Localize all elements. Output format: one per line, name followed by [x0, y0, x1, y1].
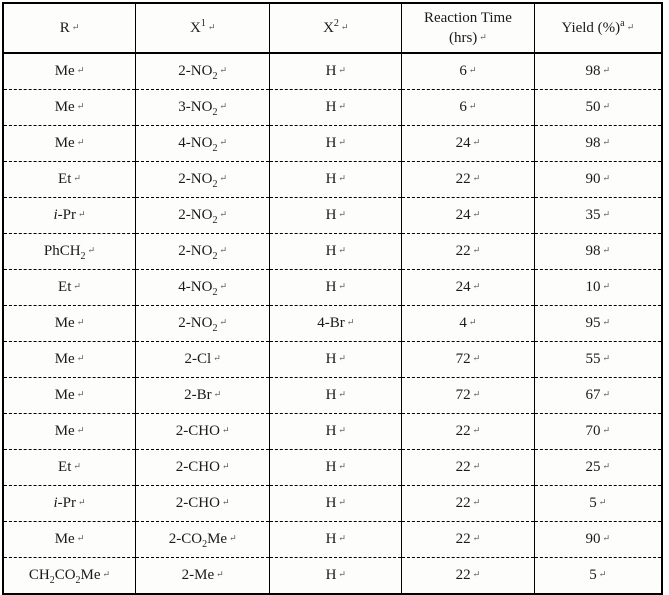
cell-end-mark: ↵ [340, 21, 349, 32]
table-row [3, 342, 662, 378]
table-cell: PhCH$_2$↵ [3, 234, 135, 270]
cell-end-mark: ↵ [472, 209, 481, 219]
table-cell: 22 ↵ [402, 486, 534, 522]
cell-end-mark: ↵ [468, 65, 477, 75]
cell-end-mark: ↵ [73, 461, 81, 471]
cell-end-mark: ↵ [472, 245, 481, 255]
cell-end-mark: ↵ [338, 101, 346, 111]
table-cell: Me ↵ [3, 90, 135, 126]
cell-end-mark: ↵ [76, 101, 85, 111]
cell-end-mark: ↵ [346, 317, 355, 327]
table-cell: 24 ↵ [402, 270, 534, 306]
table-cell: H ↵ [270, 450, 402, 486]
table-cell: 2-CHO ↵ [135, 414, 269, 450]
cell-end-mark: ↵ [338, 569, 346, 579]
table-cell: H ↵ [270, 558, 402, 595]
table-cell: $2-NO_2↵$ [135, 198, 269, 234]
table-row [3, 558, 662, 595]
table-cell: 70 ↵ [534, 414, 662, 450]
table-cell: 98 ↵ [534, 126, 662, 162]
table-cell: Et ↵ [3, 450, 135, 486]
table-cell: Me ↵ [3, 342, 135, 378]
cell-end-mark: ↵ [229, 533, 237, 543]
table-cell: H ↵ [270, 522, 402, 558]
table-cell: $3-NO_2↵$ [135, 90, 269, 126]
table-cell: 2-CHO ↵ [135, 486, 269, 522]
table-cell: 6 ↵ [402, 53, 534, 90]
table-cell: $2-NO_2↵$ [135, 53, 269, 90]
table-cell: 22 ↵ [402, 450, 534, 486]
table-cell: 5 ↵ [534, 486, 662, 522]
table-cell: 22 ↵ [402, 522, 534, 558]
table-cell: 90 ↵ [534, 162, 662, 198]
table-body [3, 53, 662, 594]
table-cell: H ↵ [270, 378, 402, 414]
table-cell: 2-Me ↵ [135, 558, 269, 595]
table-cell: 50 ↵ [534, 90, 662, 126]
table-cell: i-Pr ↵ [3, 486, 135, 522]
cell-end-mark: ↵ [626, 21, 635, 32]
cell-end-mark: ↵ [76, 533, 85, 543]
cell-end-mark: ↵ [207, 21, 216, 32]
cell-end-mark: ↵ [472, 353, 481, 363]
table-cell: 24 ↵ [402, 126, 534, 162]
cell-end-mark: ↵ [472, 461, 481, 471]
cell-end-mark: ↵ [602, 65, 611, 75]
table-cell: 24 ↵ [402, 198, 534, 234]
table-row [3, 270, 662, 306]
cell-end-mark: ↵ [479, 32, 487, 42]
table-cell: H ↵ [270, 162, 402, 198]
cell-end-mark: ↵ [77, 497, 86, 507]
cell-end-mark: ↵ [77, 209, 86, 219]
table-row [3, 414, 662, 450]
cell-end-mark: ↵ [219, 209, 228, 219]
table-cell: H ↵ [270, 234, 402, 270]
cell-end-mark: ↵ [472, 569, 481, 579]
cell-end-mark: ↵ [602, 245, 611, 255]
cell-end-mark: ↵ [76, 65, 85, 75]
cell-end-mark: ↵ [219, 65, 228, 75]
cell-end-mark: ↵ [221, 497, 230, 507]
table-cell: 67 ↵ [534, 378, 662, 414]
cell-end-mark: ↵ [338, 389, 346, 399]
reaction-results-table [2, 2, 663, 595]
table-row [3, 126, 662, 162]
cell-end-mark: ↵ [338, 425, 346, 435]
cell-end-mark: ↵ [76, 353, 85, 363]
table-row [3, 234, 662, 270]
table-row [3, 53, 662, 90]
cell-end-mark: ↵ [338, 461, 346, 471]
table-cell: 98 ↵ [534, 53, 662, 90]
table-cell: 25 ↵ [534, 450, 662, 486]
table-cell: Me ↵ [3, 126, 135, 162]
cell-end-mark: ↵ [472, 425, 481, 435]
table-cell: 4 ↵ [402, 306, 534, 342]
cell-end-mark: ↵ [338, 173, 346, 183]
table-cell: H ↵ [270, 90, 402, 126]
cell-end-mark: ↵ [472, 497, 481, 507]
cell-end-mark: ↵ [76, 137, 85, 147]
cell-end-mark: ↵ [338, 281, 346, 291]
cell-end-mark: ↵ [87, 245, 96, 255]
cell-end-mark: ↵ [472, 173, 481, 183]
cell-end-mark: ↵ [102, 569, 111, 579]
table-row [3, 162, 662, 198]
table-row [3, 90, 662, 126]
cell-end-mark: ↵ [602, 533, 611, 543]
cell-end-mark: ↵ [219, 173, 228, 183]
cell-end-mark: ↵ [76, 389, 85, 399]
table-cell: H ↵ [270, 342, 402, 378]
cell-end-mark: ↵ [76, 425, 85, 435]
cell-end-mark: ↵ [221, 425, 230, 435]
table-cell: $2-NO_2↵$ [135, 162, 269, 198]
cell-end-mark: ↵ [213, 353, 221, 363]
cell-end-mark: ↵ [73, 173, 81, 183]
table-row [3, 486, 662, 522]
table-cell: 72 ↵ [402, 342, 534, 378]
table-cell: H ↵ [270, 270, 402, 306]
table-cell: H ↵ [270, 414, 402, 450]
table-cell: $4-NO_2↵$ [135, 126, 269, 162]
cell-end-mark: ↵ [472, 281, 481, 291]
header-cell-col2: $X^1$ ↵ [135, 3, 269, 53]
cell-end-mark: ↵ [219, 281, 228, 291]
table-cell: Et ↵ [3, 270, 135, 306]
cell-end-mark: ↵ [602, 173, 611, 183]
cell-end-mark: ↵ [602, 317, 611, 327]
table-cell: 22 ↵ [402, 234, 534, 270]
table-cell: Me ↵ [3, 306, 135, 342]
table-row [3, 306, 662, 342]
table-cell: 5 ↵ [589, 567, 607, 583]
header-cell-col3: $X^2$ ↵ [270, 3, 402, 53]
cell-end-mark: ↵ [71, 21, 80, 32]
cell-end-mark: ↵ [602, 461, 611, 471]
table-cell: H ↵ [270, 53, 402, 90]
table-cell: 2-Cl ↵ [135, 342, 269, 378]
cell-end-mark: ↵ [76, 317, 85, 327]
cell-end-mark: ↵ [219, 245, 228, 255]
cell-end-mark: ↵ [338, 137, 346, 147]
table-cell: 35 ↵ [534, 198, 662, 234]
cell-end-mark: ↵ [213, 389, 222, 399]
table-row [3, 198, 662, 234]
cell-end-mark: ↵ [221, 461, 230, 471]
cell-end-mark: ↵ [338, 533, 346, 543]
table-cell: Et ↵ [3, 162, 135, 198]
cell-end-mark: ↵ [598, 497, 607, 507]
table-cell: 10 ↵ [534, 270, 662, 306]
table-cell: $CH_2CO_2Me$ ↵ [3, 558, 135, 595]
table-cell: 4-Br ↵ [270, 306, 402, 342]
table-cell: Me ↵ [3, 522, 135, 558]
table-cell: 22 ↵ [402, 414, 534, 450]
table-cell: 95 ↵ [534, 306, 662, 342]
table-cell: H ↵ [270, 486, 402, 522]
cell-end-mark: ↵ [598, 569, 607, 579]
table-cell: 22 ↵ [402, 558, 534, 595]
table-cell: $2-CO_2Me$ ↵ [135, 522, 269, 558]
cell-end-mark: ↵ [219, 317, 228, 327]
cell-end-mark: ↵ [472, 533, 481, 543]
cell-end-mark: ↵ [602, 353, 611, 363]
table-cell: 72 ↵ [402, 378, 534, 414]
cell-end-mark: ↵ [602, 425, 611, 435]
cell-end-mark: ↵ [602, 209, 611, 219]
header-cell-col5: Yield (%)$^a$ ↵ [534, 3, 662, 53]
cell-end-mark: ↵ [468, 101, 477, 111]
table-cell: 2-Br ↵ [135, 378, 269, 414]
cell-end-mark: ↵ [602, 137, 611, 147]
table-cell: 90 ↵ [534, 522, 662, 558]
table-cell: $2-NO_2↵$ [135, 234, 269, 270]
table-cell: 22 ↵ [402, 162, 534, 198]
cell-end-mark: ↵ [338, 209, 346, 219]
cell-end-mark: ↵ [602, 389, 611, 399]
cell-end-mark: ↵ [468, 317, 477, 327]
table-header [3, 3, 662, 53]
cell-end-mark: ↵ [602, 101, 611, 111]
table-cell: Me ↵ [3, 53, 135, 90]
cell-end-mark: ↵ [472, 389, 481, 399]
cell-end-mark: ↵ [338, 497, 346, 507]
table-cell: $4-NO_2↵$ [135, 270, 269, 306]
cell-end-mark: ↵ [602, 281, 611, 291]
table-cell: 98 ↵ [534, 234, 662, 270]
cell-end-mark: ↵ [472, 137, 481, 147]
table-cell: $2-NO_2↵$ [135, 306, 269, 342]
cell-end-mark: ↵ [338, 65, 346, 75]
table-cell: i-Pr ↵ [3, 198, 135, 234]
cell-end-mark: ↵ [338, 353, 346, 363]
table-cell: Me ↵ [3, 378, 135, 414]
table-cell: H ↵ [270, 126, 402, 162]
cell-end-mark: ↵ [73, 281, 81, 291]
table-row [3, 378, 662, 414]
cell-end-mark: ↵ [219, 101, 228, 111]
table-cell: 2-CHO ↵ [135, 450, 269, 486]
table-cell: H ↵ [270, 198, 402, 234]
table-cell: 6 ↵ [402, 90, 534, 126]
cell-end-mark: ↵ [216, 569, 224, 579]
header-cell-col1: R ↵ [3, 3, 135, 53]
cell-end-mark: ↵ [338, 245, 346, 255]
table-cell: Me ↵ [3, 414, 135, 450]
table-row [3, 522, 662, 558]
header-row [3, 3, 662, 53]
cell-end-mark: ↵ [219, 137, 228, 147]
table-cell: 55 ↵ [534, 342, 662, 378]
header-cell-col4: Reaction Time (hrs) ↵ [402, 3, 534, 53]
table-row [3, 450, 662, 486]
